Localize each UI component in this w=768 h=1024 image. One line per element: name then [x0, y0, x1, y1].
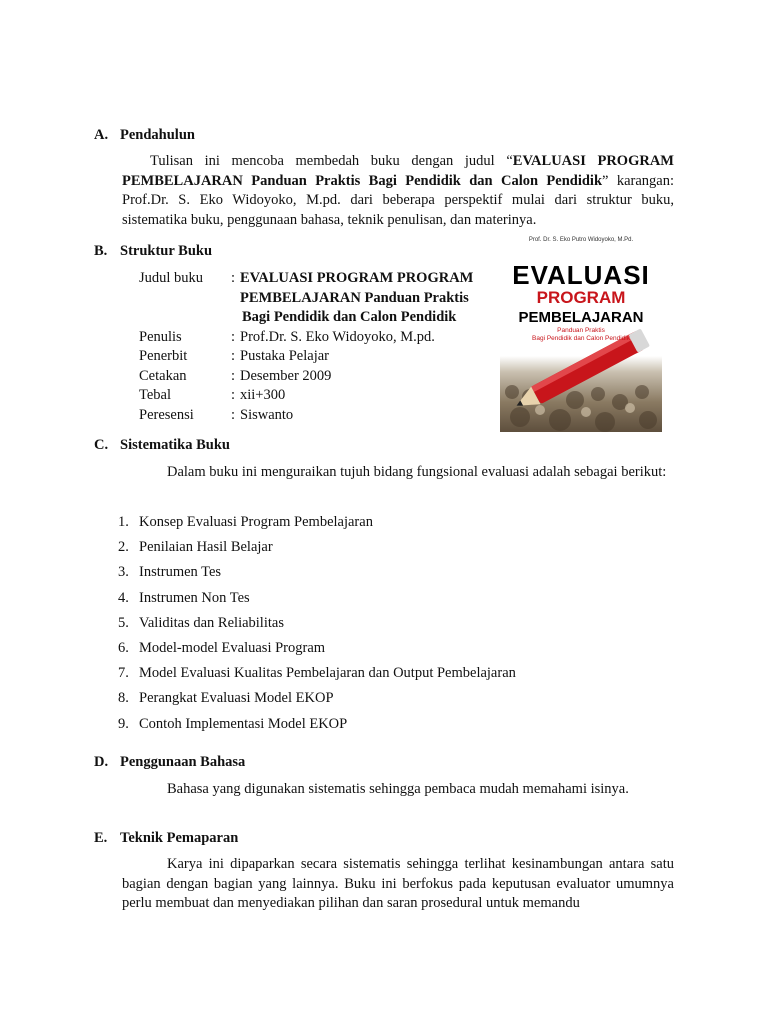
- book-info-label: Penulis: [139, 328, 182, 345]
- book-info-separator: :: [231, 387, 236, 403]
- intro-text-start: Tulisan ini mencoba membedah buku dengan judul “: [150, 153, 513, 169]
- section-letter: B.: [94, 243, 108, 259]
- list-number: 6.: [118, 639, 129, 656]
- list-text: Validitas dan Reliabilitas: [139, 614, 284, 631]
- book-info-label: Judul buku: [139, 270, 204, 286]
- book-title-line-1: EVALUASI PROGRAM PROGRAM: [240, 270, 474, 286]
- book-info-separator: :: [231, 328, 236, 345]
- list-text: Instrumen Tes: [139, 564, 222, 581]
- list-item: [118, 638, 516, 663]
- cover-title-1: EVALUASI: [512, 260, 650, 290]
- section-title: Struktur Buku: [120, 243, 213, 259]
- book-info-separator: :: [231, 367, 236, 384]
- cover-subtitle-1: Panduan Praktis: [557, 327, 605, 334]
- chapter-list: [118, 512, 516, 739]
- section-title: Pendahulun: [120, 127, 195, 143]
- list-item: [118, 562, 516, 587]
- section-heading-e: [94, 830, 238, 847]
- list-number: 7.: [118, 665, 129, 682]
- list-text: Contoh Implementasi Model EKOP: [139, 715, 348, 732]
- section-title: Teknik Pemaparan: [120, 830, 239, 846]
- book-title-line-2: PEMBELAJARAN Panduan Praktis: [240, 289, 469, 306]
- cover-title-2: PROGRAM: [536, 288, 626, 307]
- book-info-value: Desember 2009: [240, 367, 332, 384]
- section-letter: C.: [94, 437, 109, 453]
- intro-text-end: ” karangan: Prof.Dr. S. Eko Widoyoko, M.pd. dari beberapa perspektif mulai dari struktur buku, sistematika buku, penggunaan bahasa, teknik penulisan, dan materinya.: [122, 172, 674, 228]
- list-number: 1.: [118, 514, 129, 530]
- book-info-separator: :: [231, 348, 236, 364]
- list-item: [118, 663, 516, 688]
- cover-author: Prof. Dr. S. Eko Putro Widoyoko, M.Pd.: [528, 237, 634, 243]
- list-item: [118, 688, 516, 713]
- list-number: 3.: [118, 564, 129, 581]
- section-heading-d: [94, 754, 245, 771]
- list-number: 9.: [118, 715, 129, 732]
- book-info-value: Pustaka Pelajar: [240, 348, 329, 364]
- sistematika-paragraph: Dalam buku ini menguraikan tujuh bidang fungsional evaluasi adalah sebagai berikut:: [167, 464, 667, 480]
- book-cover-image: [500, 232, 662, 432]
- section-heading-a: [94, 127, 195, 144]
- book-title-line-3: Bagi Pendidik dan Calon Pendidik: [242, 309, 457, 325]
- list-item: [118, 613, 516, 638]
- cover-subtitle-2: Bagi Pendidik dan Calon Pendidik: [532, 335, 630, 342]
- list-text: Konsep Evaluasi Program Pembelajaran: [139, 514, 373, 530]
- section-letter: A.: [94, 127, 109, 143]
- bahasa-paragraph: Bahasa yang digunakan sistematis sehingga pembaca mudah memahami isinya.: [167, 781, 629, 797]
- book-info-value: Prof.Dr. S. Eko Widoyoko, M.pd.: [240, 328, 435, 345]
- list-text: Model Evaluasi Kualitas Pembelajaran dan Output Pembelajaran: [139, 665, 516, 682]
- list-number: 4.: [118, 589, 129, 606]
- book-info-label: Cetakan: [139, 367, 187, 384]
- book-info-label: Peresensi: [139, 406, 194, 423]
- list-text: Perangkat Evaluasi Model EKOP: [139, 690, 334, 707]
- list-number: 8.: [118, 690, 129, 707]
- section-heading-b: [94, 243, 212, 260]
- section-letter: D.: [94, 754, 109, 770]
- section-letter: E.: [94, 830, 108, 846]
- list-text: Penilaian Hasil Belajar: [139, 539, 273, 556]
- pemaparan-paragraph: Karya ini dipaparkan secara sistematis sehingga terlihat kesinambungan antara satu bagian dengan bagian yang lainnya. Buku ini berfokus pada keputusan evaluator umumnya perlu membuat dan menyediakan pilihan dan saran prosedural untuk memandu: [122, 856, 674, 911]
- list-item: [118, 714, 516, 739]
- book-info-separator: :: [231, 406, 236, 423]
- list-number: 5.: [118, 614, 129, 631]
- book-info-label: Tebal: [139, 387, 171, 403]
- book-info-label: Penerbit: [139, 348, 188, 364]
- section-title: Sistematika Buku: [120, 437, 230, 453]
- list-item: [118, 537, 516, 562]
- section-heading-c: [94, 437, 230, 454]
- cover-title-3: PEMBELAJARAN: [518, 309, 644, 326]
- list-text: Model-model Evaluasi Program: [139, 639, 326, 656]
- section-title: Penggunaan Bahasa: [120, 754, 246, 770]
- book-info-separator: :: [231, 270, 236, 286]
- book-info-value: xii+300: [240, 387, 286, 403]
- list-item: [118, 512, 516, 537]
- list-number: 2.: [118, 539, 129, 556]
- list-item: [118, 588, 516, 613]
- list-text: Instrumen Non Tes: [139, 589, 250, 606]
- intro-paragraph: [122, 152, 674, 230]
- book-info-value: Siswanto: [240, 406, 294, 423]
- intro-book-title: EVALUASI PROGRAM PEMBELAJARAN Panduan Praktis Bagi Pendidik dan Calon Pendidik: [122, 153, 674, 189]
